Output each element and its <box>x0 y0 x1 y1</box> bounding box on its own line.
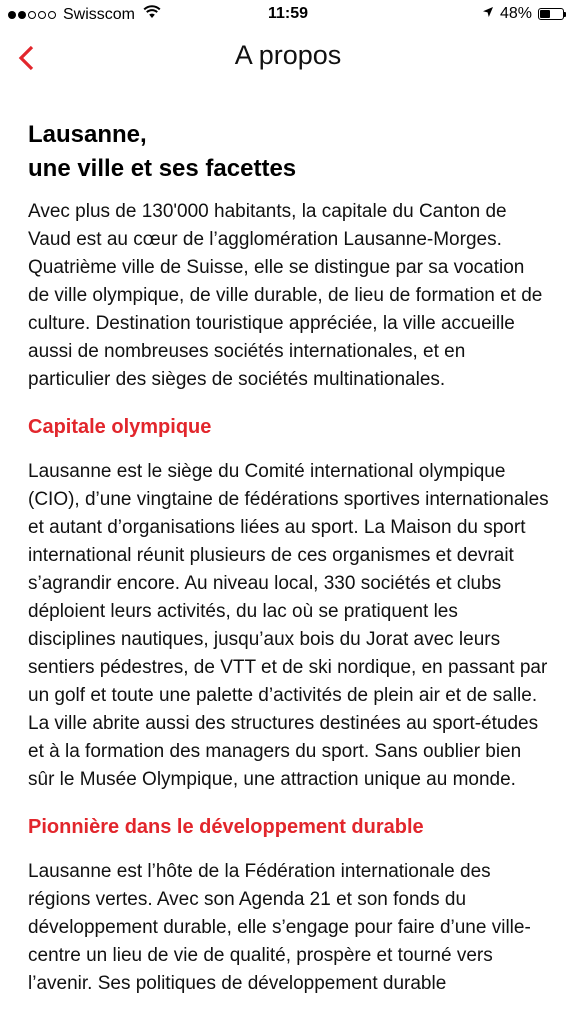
battery-percent: 48% <box>499 5 532 22</box>
location-arrow-icon <box>482 5 494 23</box>
article-content <box>28 118 550 1018</box>
navigation-bar <box>0 30 576 86</box>
section-title-sustainability: Pionnière dans le développement durable <box>28 816 424 838</box>
article-heading-line2: une ville et ses facettes <box>28 155 297 182</box>
section-body-sustainability: Lausanne est l’hôte de la Fédération internationale des régions vertes. Avec son Agenda 21 et son fonds du développement durable, elle s’engage pour faire d’une ville-centre un lieu de vie de qualité, prospère et tourné vers l’avenir. Ses politiques de développement durable <box>28 861 531 994</box>
article-heading <box>28 118 550 186</box>
section-body-olympic: Lausanne est le siège du Comité international olympique (CIO), d’une vingtaine de fédérations sportives internationales et autant d’organisations liées au sport. La Maison du sport international réunit plusieurs de ces organismes et devrait s’agrandir encore. Au niveau local, 330 sociétés et clubs déploient leurs activités, du lac où se pratiquent les disciplines nautiques, jusqu’aux bois du Jorat avec leurs sentiers pédestres, de VTT et de ski nordique, en passant par un golf et toute une palette d’activités de plein air et de salle. La ville abrite aussi des structures destinées au sport-études et à la formation des managers du sport. Sans oublier bien sûr le Musée Olympique, une attraction unique au monde. <box>28 461 549 790</box>
status-time: 11:59 <box>267 5 309 22</box>
battery-level <box>540 10 550 18</box>
status-bar <box>0 0 576 30</box>
status-right <box>482 5 566 23</box>
page-title: A propos <box>234 40 342 70</box>
battery-icon <box>538 8 566 20</box>
carrier-name: Swisscom <box>63 5 136 23</box>
intro-paragraph: Avec plus de 130'000 habitants, la capitale du Canton de Vaud est au cœur de l’agglomération Lausanne-Morges. Quatrième ville de Suisse, elle se distingue par sa vocation de ville olympique, de ville durable, de lieu de formation et de culture. Destination touristique appréciée, la ville accueille aussi de nombreuses sociétés internationales, et en particulier des sièges de sociétés multinationales. <box>28 201 543 390</box>
section-title-olympic: Capitale olympique <box>28 416 212 438</box>
article-heading-line1: Lausanne, <box>28 121 147 148</box>
